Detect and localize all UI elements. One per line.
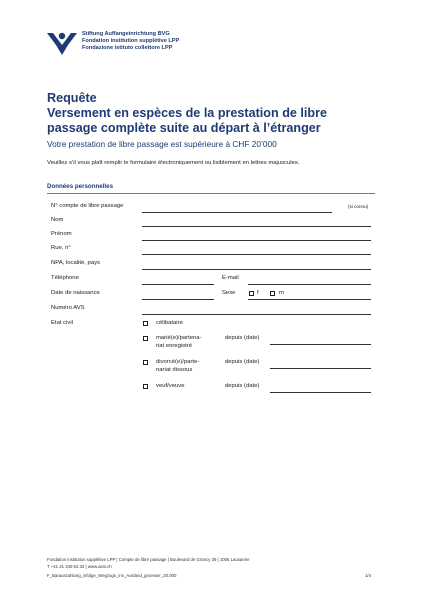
sex-label: Sexe [222, 290, 236, 296]
sex-f-label: f [257, 290, 259, 296]
title-subtitle: Votre prestation de libre passage est supérieure à CHF 20’000 [47, 139, 277, 149]
email-label: E-mail [222, 275, 239, 281]
city-field[interactable] [142, 269, 371, 270]
foundation-logo-icon [47, 30, 77, 56]
civil-divorced-label-1: divorcé(e)/parte- [156, 359, 200, 365]
civil-widowed-checkbox[interactable] [143, 384, 148, 389]
name-field[interactable] [142, 226, 371, 227]
org-name-fr: Fondation institution supplétive LPP [82, 38, 180, 44]
intro-text: Veuillez s’il vous plaît remplir le formulaire électroniquement ou lisiblement en lettres majuscules. [47, 160, 300, 166]
phone-label: Téléphone [51, 275, 79, 281]
org-name-de: Stiftung Auffangeinrichtung BVG [82, 31, 170, 37]
avs-field[interactable] [142, 314, 371, 315]
name-label: Nom [51, 217, 64, 223]
civil-single-checkbox[interactable] [143, 321, 148, 326]
civil-widowed-since-label: depuis (date) [225, 383, 260, 389]
civil-married-checkbox[interactable] [143, 336, 148, 341]
footer-contact: T +41 21 340 63 33 | www.aeis.ch [47, 564, 112, 569]
civil-status-label: Etat civil [51, 320, 73, 326]
civil-divorced-since-field[interactable] [270, 368, 371, 369]
sex-m-checkbox[interactable] [270, 291, 275, 296]
civil-single-label: célibataire [156, 320, 183, 326]
title-line-2: passage complète suite au départ à l’étranger [47, 121, 321, 135]
section-divider [47, 193, 375, 194]
civil-divorced-since-label: depuis (date) [225, 359, 260, 365]
email-field[interactable] [248, 284, 371, 285]
civil-divorced-label-2: nariat dissous [156, 367, 193, 373]
account-field[interactable] [142, 212, 332, 213]
civil-married-since-field[interactable] [270, 344, 371, 345]
phone-field[interactable] [142, 284, 214, 285]
org-name-it: Fondazione istituto collettore LPP [82, 45, 173, 51]
street-label: Rue, n° [51, 245, 71, 251]
civil-widowed-label: veuf/veuve [156, 383, 185, 389]
title-line-1: Versement en espèces de la prestation de libre [47, 106, 327, 120]
logo [47, 30, 77, 56]
sex-f-checkbox[interactable] [249, 291, 254, 296]
title-kicker: Requête [47, 91, 97, 105]
avs-label: Numéro AVS [51, 305, 85, 311]
firstname-label: Prénom [51, 231, 72, 237]
account-hint: (si connu) [348, 204, 369, 209]
birthdate-field[interactable] [142, 299, 214, 300]
footer-doc-code: F_Barauszahlung_infolge_Wegzugs_ins_Ausland_groesser_20.000 [47, 573, 177, 578]
civil-widowed-since-field[interactable] [270, 392, 371, 393]
sex-m-label: m [279, 290, 284, 296]
civil-married-label-1: marié(e)/partena- [156, 335, 202, 341]
footer-address: Fondation institution supplétive LPP | Compte de libre passage | Boulevard de Grancy 39 | 1006 Lausanne [47, 557, 250, 562]
civil-married-label-2: riat enregistré [156, 343, 193, 349]
civil-married-since-label: depuis (date) [225, 335, 260, 341]
section-title-personal: Données personnelles [47, 183, 114, 190]
account-label: N° compte de libre passage [51, 203, 124, 209]
page-number: 1/4 [365, 573, 371, 578]
street-field[interactable] [142, 254, 371, 255]
sex-field-line [248, 299, 371, 300]
city-label: NPA, localité, pays [51, 260, 100, 266]
birthdate-label: Date de naissance [51, 290, 100, 296]
firstname-field[interactable] [142, 240, 371, 241]
civil-divorced-checkbox[interactable] [143, 360, 148, 365]
